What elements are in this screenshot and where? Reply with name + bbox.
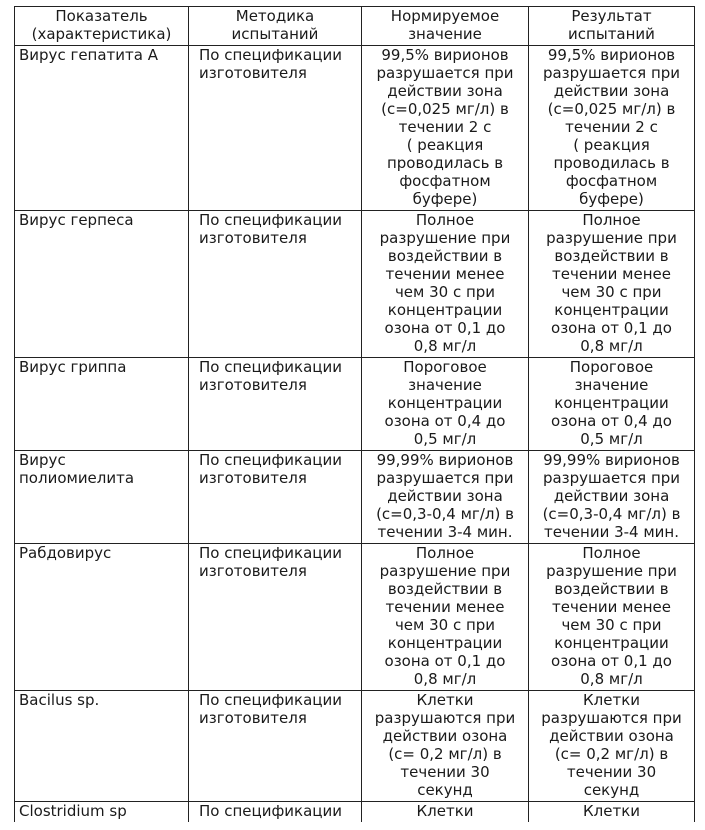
cell-indicator: Рабдовирус (15, 544, 189, 691)
table-row (15, 46, 695, 211)
table-row (15, 451, 695, 544)
cell-method: По спецификации изготовителя (189, 451, 362, 544)
cell-indicator: Clostridium sp (15, 802, 189, 823)
cell-method: По спецификации изготовителя (189, 211, 362, 358)
cell-norm: Пороговое значение концентрации озона от 0,4 до 0,5 мг/л (362, 358, 529, 451)
table-row (15, 691, 695, 802)
cell-method: По спецификации изготовителя (189, 691, 362, 802)
table-row (15, 358, 695, 451)
cell-result: Клетки разрушаются при действии озона (с= 0,2 мг/л) в течении 30 секунд (529, 691, 695, 802)
cell-method: По спецификации изготовителя (189, 358, 362, 451)
header-row (15, 7, 695, 46)
cell-indicator: Вирус гепатита А (15, 46, 189, 211)
table-row (15, 802, 695, 823)
cell-method: По спецификации (189, 802, 362, 823)
cell-method: По спецификации изготовителя (189, 544, 362, 691)
header-indicator: Показатель (характеристика) (15, 7, 189, 46)
cell-result: Полное разрушение при воздействии в течении менее чем 30 с при концентрации озона от 0,1 до 0,8 мг/л (529, 211, 695, 358)
header-norm: Нормируемое значение (362, 7, 529, 46)
cell-norm: 99,5% вирионов разрушается при действии зона (с=0,025 мг/л) в течении 2 с ( реакция проводилась в фосфатном буфере) (362, 46, 529, 211)
cell-result: 99,99% вирионов разрушается при действии зона (с=0,3-0,4 мг/л) в течении 3-4 мин. (529, 451, 695, 544)
cell-method: По спецификации изготовителя (189, 46, 362, 211)
cell-norm: 99,99% вирионов разрушается при действии зона (с=0,3-0,4 мг/л) в течении 3-4 мин. (362, 451, 529, 544)
header-result: Результат испытаний (529, 7, 695, 46)
cell-result: 99,5% вирионов разрушается при действии зона (с=0,025 мг/л) в течении 2 с ( реакция проводилась в фосфатном буфере) (529, 46, 695, 211)
cell-indicator: Вирус герпеса (15, 211, 189, 358)
table-row (15, 211, 695, 358)
spec-table (14, 6, 695, 822)
cell-result: Полное разрушение при воздействии в течении менее чем 30 с при концентрации озона от 0,1 до 0,8 мг/л (529, 544, 695, 691)
cell-indicator: Вирус гриппа (15, 358, 189, 451)
cell-result: Клетки (529, 802, 695, 823)
header-method: Методика испытаний (189, 7, 362, 46)
cell-result: Пороговое значение концентрации озона от 0,4 до 0,5 мг/л (529, 358, 695, 451)
cell-indicator: Вирус полиомиелита (15, 451, 189, 544)
cell-norm: Клетки разрушаются при действии озона (с= 0,2 мг/л) в течении 30 секунд (362, 691, 529, 802)
table-row (15, 544, 695, 691)
cell-norm: Полное разрушение при воздействии в течении менее чем 30 с при концентрации озона от 0,1 до 0,8 мг/л (362, 544, 529, 691)
cell-norm: Полное разрушение при воздействии в течении менее чем 30 с при концентрации озона от 0,1 до 0,8 мг/л (362, 211, 529, 358)
cell-norm: Клетки (362, 802, 529, 823)
cell-indicator: Bacilus sp. (15, 691, 189, 802)
